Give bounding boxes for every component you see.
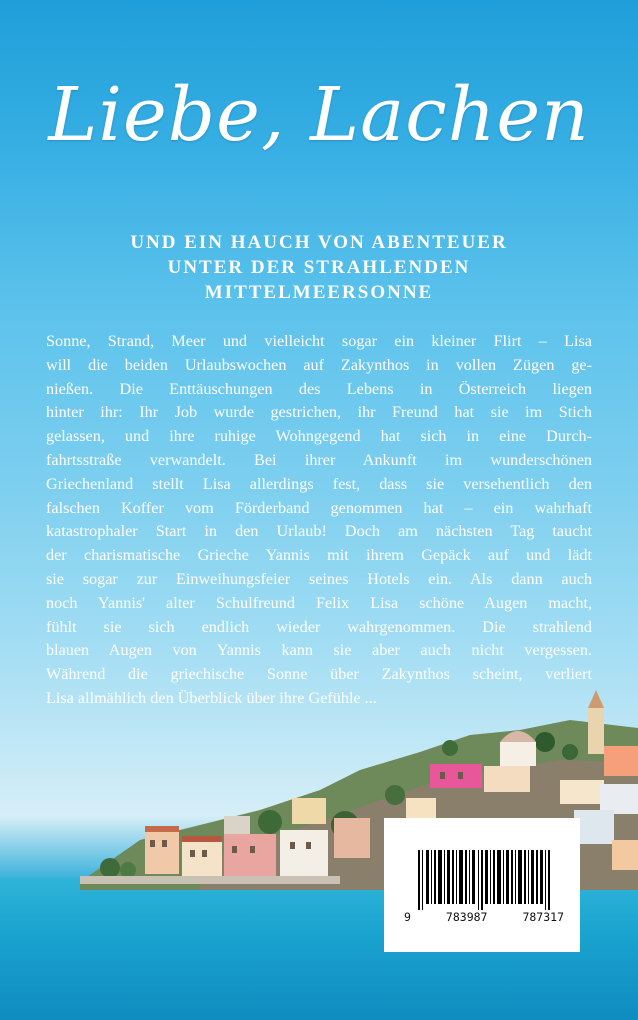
blurb-line: blauen Augen von Yannis kann sie aber auch nicht vergessen. xyxy=(46,641,592,660)
subtitle-line: MITTELMEERSONNE xyxy=(204,282,434,303)
blurb-line: fühlt sie sich endlich wieder wahrgenommen. Die strahlend xyxy=(46,617,592,636)
blurb-line: Sonne, Strand, Meer und vielleicht sogar ein kleiner Flirt – Lisa xyxy=(46,332,592,350)
blurb-line: gelassen, und ihre ruhige Wohngegend hat sich in eine Durch- xyxy=(46,427,592,446)
cover-title: Liebe, Lachen xyxy=(48,72,590,158)
subtitle-line: UNTER DER STRAHLENDEN xyxy=(167,257,471,278)
blurb-line: sie sogar zur Einweihungsfeier seines Hotels ein. Als dann auch xyxy=(46,569,592,588)
blurb-line: fahrtsstraße verwandelt. Bei ihrer Ankunft im wunderschönen xyxy=(46,450,592,469)
subtitle-line: UND EIN HAUCH VON ABENTEUER xyxy=(130,232,508,253)
blurb-line: Lisa allmählich den Überblick über ihre Gefühle ... xyxy=(46,688,377,707)
blurb-text xyxy=(46,330,592,711)
blurb-line: katastrophaler Start in den Urlaub! Doch am nächsten Tag taucht xyxy=(46,522,592,541)
blurb-line: Während die griechische Sonne über Zakynthos scheint, verliert xyxy=(46,665,592,684)
barcode-bars xyxy=(418,850,550,910)
barcode-label xyxy=(384,818,580,952)
blurb-line: nießen. Die Enttäuschungen des Lebens in Österreich liegen xyxy=(46,379,592,398)
blurb-line: will die beiden Urlaubswochen auf Zakynthos in vollen Zügen ge- xyxy=(46,355,592,374)
cover-subtitle xyxy=(0,230,638,305)
barcode-digit-group: 787317 xyxy=(522,910,564,924)
barcode-number xyxy=(404,910,564,924)
blurb-line: falschen Koffer vom Förderband genommen hat – ein wahrhaft xyxy=(46,498,592,517)
blurb-line: noch Yannis' alter Schulfreund Felix Lisa schöne Augen macht, xyxy=(46,593,592,612)
barcode-digit-group: 783987 xyxy=(445,910,488,924)
blurb-line: der charismatische Grieche Yannis mit ihrem Gepäck auf und lädt xyxy=(46,546,592,565)
barcode-digit-group: 9 xyxy=(404,910,411,924)
blurb-line: hinter ihr: Ihr Job wurde gestrichen, ihr Freund hat sie im Stich xyxy=(46,403,592,422)
blurb-line: Griechenland stellt Lisa allerdings fest, dass sie versehentlich den xyxy=(46,474,592,493)
